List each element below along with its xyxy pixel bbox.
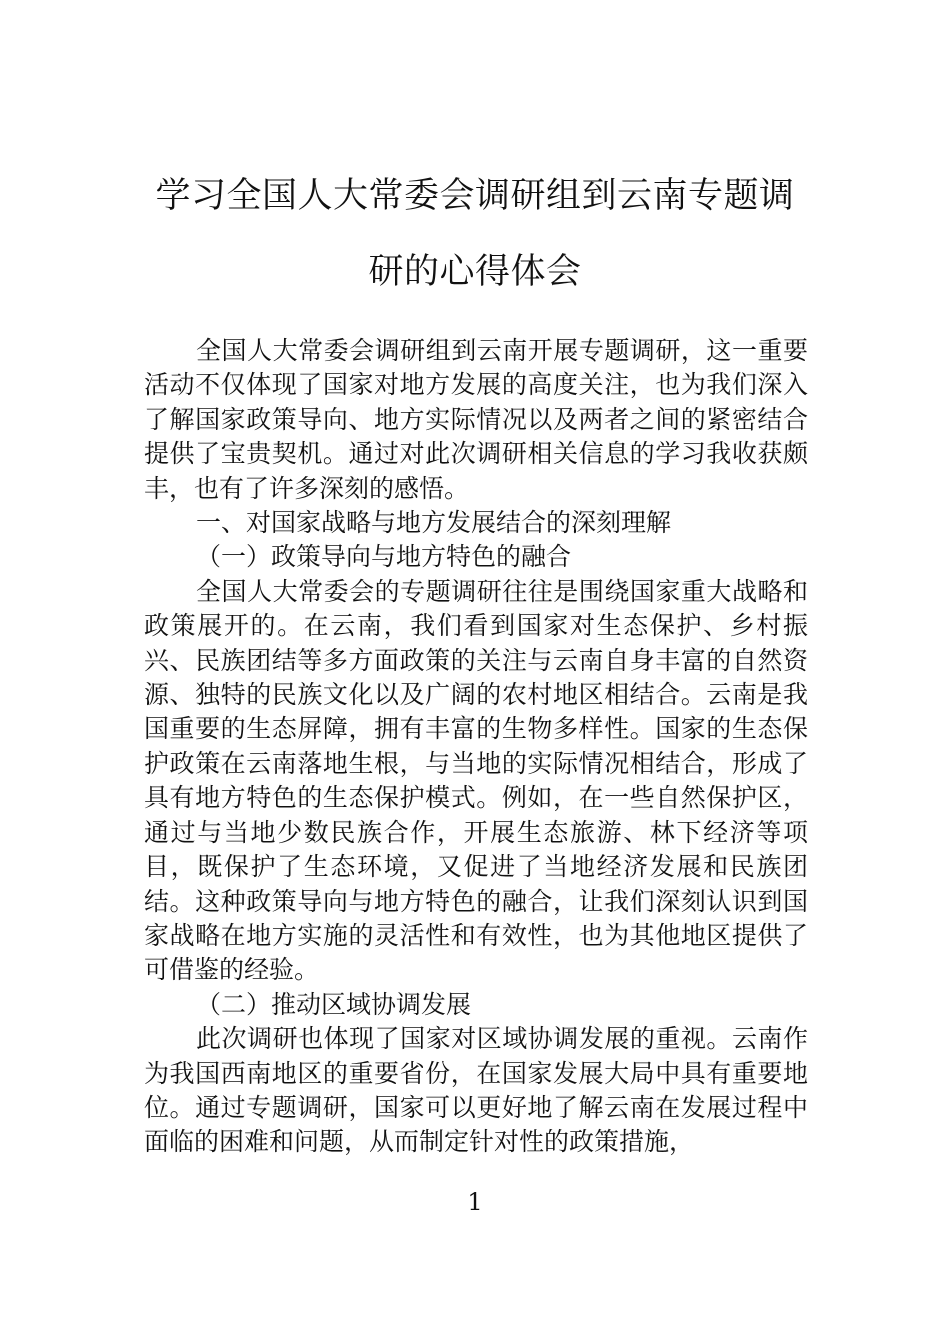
page-number: 1 bbox=[467, 1188, 483, 1216]
paragraph-policy-fusion: 全国人大常委会的专题调研往往是围绕国家重大战略和政策展开的。在云南，我们看到国家对生态保护、乡村振兴、民族团结等多方面政策的关注与云南自身丰富的自然资源、独特的民族文化以及广阔的农村地区相结合。云南是我国重要的生态屏障，拥有丰富的生物多样性。国家的生态保护政策在云南落地生根，与当地的实际情况相结合，形成了具有地方特色的生态保护模式。例如，在一些自然保护区，通过与当地少数民族合作，开展生态旅游、林下经济等项目，既保护了生态环境，又促进了当地经济发展和民族团结。这种政策导向与地方特色的融合，让我们深刻认识到国家战略在地方实施的灵活性和有效性，也为其他地区提供了可借鉴的经验。 bbox=[144, 576, 808, 985]
document-body bbox=[144, 334, 808, 1160]
paragraph-intro: 全国人大常委会调研组到云南开展专题调研，这一重要活动不仅体现了国家对地方发展的高度关注，也为我们深入了解国家政策导向、地方实际情况以及两者之间的紧密结合提供了宝贵契机。通过对此次调研相关信息的学习我收获颇丰，也有了许多深刻的感悟。 bbox=[144, 336, 808, 503]
subsection-heading-1: （一）政策导向与地方特色的融合 bbox=[196, 542, 572, 572]
page-title: 学习全国人大常委会调研组到云南专题调研的心得体会 bbox=[155, 176, 795, 292]
subsection-heading-2: （二）推动区域协调发展 bbox=[196, 989, 472, 1019]
paragraph-regional-development: 此次调研也体现了国家对区域协调发展的重视。云南作为我国西南地区的重要省份，在国家发展大局中具有重要地位。通过专题调研，国家可以更好地了解云南在发展过程中面临的困难和问题，从而制定针对性的政策措施， bbox=[144, 1024, 808, 1157]
section-heading-1: 一、对国家战略与地方发展结合的深刻理解 bbox=[196, 508, 672, 538]
